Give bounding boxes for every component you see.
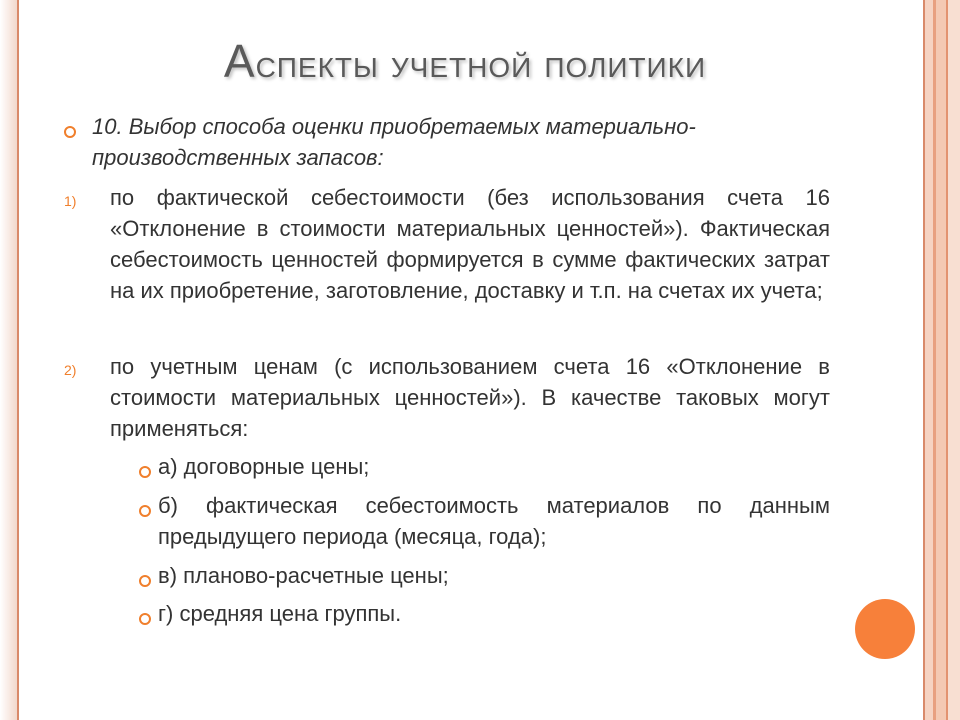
list-item-2: по учетным ценам (с использованием счета 16 «Отклонение в стоимости материальных ценностей»). В качестве таковых могут применяться: xyxy=(110,354,830,441)
sub-item-b: б) фактическая себестоимость материалов по данным предыдущего периода (месяца, года); xyxy=(158,493,830,549)
decor-stripe xyxy=(948,0,960,720)
bullet-ring-icon xyxy=(139,613,151,625)
bullet-ring-icon xyxy=(139,505,151,517)
bullet-ring-icon xyxy=(139,466,151,478)
title-rest: спекты учетной политики xyxy=(255,42,707,86)
title-first-letter: А xyxy=(223,35,256,87)
sub-item-d: г) средняя цена группы. xyxy=(158,601,402,626)
list-marker-2: 2) xyxy=(64,362,77,378)
left-shadow xyxy=(0,0,17,720)
decor-circle xyxy=(855,599,915,659)
list-marker-1: 1) xyxy=(64,193,77,209)
item-heading: 10. Выбор способа оценки приобретаемых материально-производственных запасов: xyxy=(92,114,696,170)
slide-title xyxy=(50,34,880,88)
sub-item-c: в) планово-расчетные цены; xyxy=(158,563,449,588)
sub-item-a: а) договорные цены; xyxy=(158,454,370,479)
decor-stripe xyxy=(925,0,933,720)
decor-stripe xyxy=(936,0,946,720)
list-item-1: по фактической себестоимости (без использования счета 16 «Отклонение в стоимости материальных ценностей»). Фактическая себестоимость ценностей формируется в сумме фактических затрат на их приобретение, заготовление, доставку и т.п. на счетах их учета; xyxy=(110,185,830,303)
bullet-ring-icon xyxy=(139,575,151,587)
bullet-ring-icon xyxy=(64,126,76,138)
